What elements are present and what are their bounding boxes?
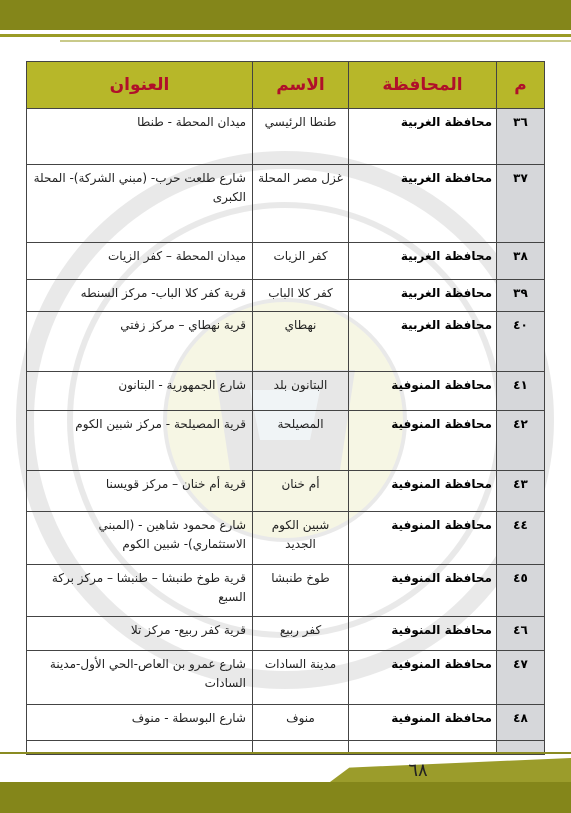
- header-address: العنوان: [27, 62, 253, 109]
- row-name: مدينة السادات: [253, 651, 349, 705]
- table-row: [27, 651, 545, 705]
- bottom-decor-stripe: [0, 752, 571, 754]
- top-decor-stripe-thin: [60, 40, 571, 42]
- row-address: قرية المصيلحة - مركز شبين الكوم: [27, 411, 253, 471]
- row-governorate: محافظة المنوفية: [349, 411, 497, 471]
- row-governorate: محافظة الغربية: [349, 243, 497, 280]
- table-row: [27, 109, 545, 165]
- row-name: المصيلحة: [253, 411, 349, 471]
- row-address: شارع الجمهورية - البتانون: [27, 372, 253, 411]
- table-header-row: [27, 62, 545, 109]
- row-address: قرية كفر ربيع- مركز تلا: [27, 617, 253, 651]
- row-address: شارع محمود شاهين - (المبني الاستثماري)- شبين الكوم: [27, 512, 253, 565]
- row-num: ٤٦: [497, 617, 545, 651]
- row-name: طوخ طنبشا: [253, 565, 349, 617]
- row-name: أم خنان: [253, 471, 349, 512]
- branches-table: [26, 61, 545, 755]
- row-address: شارع البوسطة - منوف: [27, 705, 253, 741]
- row-address: ميدان المحطة - طنطا: [27, 109, 253, 165]
- row-name: كفر الزيات: [253, 243, 349, 280]
- row-num: ٣٩: [497, 280, 545, 312]
- top-decor-stripe: [0, 34, 571, 37]
- row-num: ٤١: [497, 372, 545, 411]
- row-address: قرية كفر كلا الباب- مركز السنطه: [27, 280, 253, 312]
- row-name: غزل مصر المحلة: [253, 165, 349, 243]
- row-governorate: محافظة المنوفية: [349, 651, 497, 705]
- row-address: قرية أم خنان – مركز قويسنا: [27, 471, 253, 512]
- row-name: نهطاي: [253, 312, 349, 372]
- header-num: م: [497, 62, 545, 109]
- row-governorate: محافظة الغربية: [349, 280, 497, 312]
- table-row: [27, 565, 545, 617]
- row-name: كفر ربيع: [253, 617, 349, 651]
- bottom-decor-band: [0, 782, 571, 813]
- row-num: ٤٣: [497, 471, 545, 512]
- row-name: كفر كلا الباب: [253, 280, 349, 312]
- row-num: ٤٧: [497, 651, 545, 705]
- row-name: منوف: [253, 705, 349, 741]
- table-row: [27, 243, 545, 280]
- row-num: ٤٥: [497, 565, 545, 617]
- table-row: [27, 512, 545, 565]
- row-governorate: محافظة الغربية: [349, 312, 497, 372]
- row-governorate: محافظة الغربية: [349, 109, 497, 165]
- row-governorate: محافظة المنوفية: [349, 512, 497, 565]
- table-row: [27, 411, 545, 471]
- row-num: ٤٠: [497, 312, 545, 372]
- row-address: قرية نهطاي – مركز زفتي: [27, 312, 253, 372]
- bottom-decor-wedge: [330, 758, 571, 782]
- table-row: [27, 312, 545, 372]
- table-row: [27, 617, 545, 651]
- row-name: شبين الكوم الجديد: [253, 512, 349, 565]
- row-governorate: محافظة المنوفية: [349, 372, 497, 411]
- row-num: ٣٧: [497, 165, 545, 243]
- header-governorate: المحافظة: [349, 62, 497, 109]
- row-name: البتانون بلد: [253, 372, 349, 411]
- header-name: الاسم: [253, 62, 349, 109]
- table-row: [27, 165, 545, 243]
- row-address: قرية طوخ طنبشا – طنبشا – مركز بركة السبع: [27, 565, 253, 617]
- row-governorate: محافظة المنوفية: [349, 471, 497, 512]
- table-row: [27, 471, 545, 512]
- row-governorate: محافظة الغربية: [349, 165, 497, 243]
- row-address: ميدان المحطة – كفر الزيات: [27, 243, 253, 280]
- row-num: ٤٤: [497, 512, 545, 565]
- row-num: ٤٨: [497, 705, 545, 741]
- page-number: ٦٨: [408, 760, 428, 781]
- row-address: شارع طلعت حرب- (مبني الشركة)- المحلة الكبرى: [27, 165, 253, 243]
- row-name: طنطا الرئيسي: [253, 109, 349, 165]
- row-num: ٣٦: [497, 109, 545, 165]
- table-row: [27, 280, 545, 312]
- row-num: ٤٢: [497, 411, 545, 471]
- table-row: [27, 705, 545, 741]
- row-governorate: محافظة المنوفية: [349, 705, 497, 741]
- row-address: شارع عمرو بن العاص-الحي الأول-مدينة السادات: [27, 651, 253, 705]
- top-decor-band: [0, 0, 571, 30]
- row-governorate: محافظة المنوفية: [349, 617, 497, 651]
- row-num: ٣٨: [497, 243, 545, 280]
- table-row: [27, 372, 545, 411]
- row-governorate: محافظة المنوفية: [349, 565, 497, 617]
